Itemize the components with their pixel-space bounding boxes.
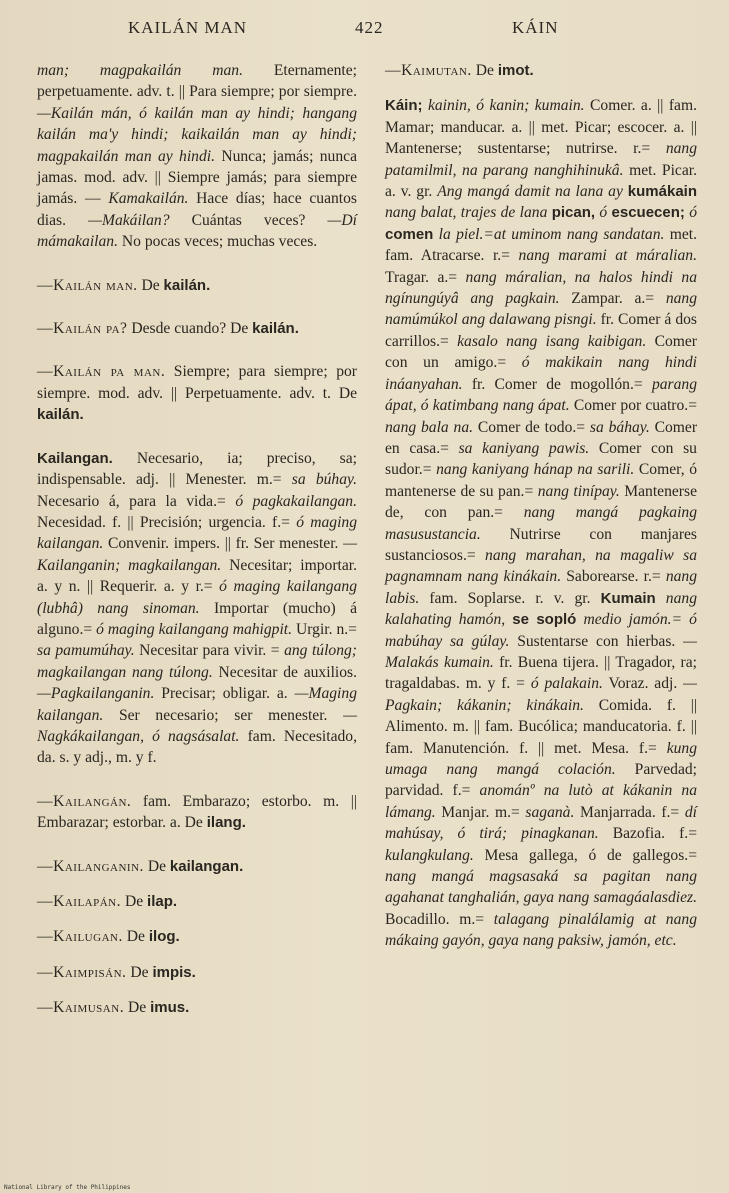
entry-kailanganin: —Kailanganin. De kailangan. bbox=[37, 857, 244, 875]
entry-kailapan: —Kailapán. De ilap. bbox=[37, 893, 178, 910]
entry-kaimutan: —Kaimutan. De imot. bbox=[385, 62, 534, 79]
entry-kailan-man: —Kailán man. De kailán. bbox=[37, 276, 211, 294]
entry-kailan-man-continued: man; magpakailán man. Eternamente; perpetuamente. adv. t. || Para siempre; por siempre. —Kailán mán, ó kailán man ay hindi; hangang kailán ma'y hindi; kaikailán man ay hindi; magpakailán man ay hindi. Nunca; jamás; nunca jamas. mod. adv. || Siempre jamás; para siempre jamás. — Kamakailán. Hace días; hace cuantos dias. —Makáilan? Cuántas veces? —Dí mámakailan. No pocas veces; muchas veces. bbox=[37, 62, 357, 251]
page-number: 422 bbox=[355, 18, 384, 37]
entry-kailan-pa: —Kailán pa? Desde cuando? De kailán. bbox=[37, 320, 299, 338]
library-credit: National Library of the Philippines bbox=[4, 1184, 131, 1191]
header-left-guide-word: KAILÁN MAN bbox=[128, 18, 248, 37]
entry-kaimusan: —Kaimusan. De imus. bbox=[37, 999, 190, 1017]
right-column bbox=[385, 60, 697, 952]
entry-kailangan: Kailangan. Necesario, ia; preciso, sa; indispensable. adj. || Menester. m.= sa búhay. Necesario á, para la vida.= ó pagkakailangan. Necesidad. f. || Precisión; urgencia. f.= ó maging kailangan. Convenir. impers. || fr. Ser menester. —Kailanganin; magkailangan. Necesitar; importar. a. y n. || Requerir. a. y r.= ó maging kailangang (lubhâ) nang sinoman. Importar (mucho) á alguno.= ó maging kailangang mahigpit. Urgir. n.= sa pamumúhay. Necesitar para vivir. = ang túlong; magkailangan nang túlong. Necesitar de auxilios. —Pagkailanganin. Precisar; obligar. a. —Maging kailangan. Ser necesario; ser menester. —Nagkákailangan, ó nagsásalat. fam. Necesitado, da. s. y adj., m. y f. bbox=[37, 449, 358, 767]
page-header bbox=[0, 18, 729, 46]
entry-kailan-pa-man: —Kailán pa man. Siempre; para siempre; por siempre. mod. adv. || Perpetuamente. adv. t. De kailán. bbox=[37, 363, 357, 424]
entry-kailugan: —Kailugan. De ilog. bbox=[37, 928, 180, 946]
entry-kaimpisan: —Kaimpisán. De impis. bbox=[37, 963, 196, 981]
entry-kain: Káin; kainin, ó kanin; kumain. Comer. a. || fam. Mamar; manducar. a. || met. Picar; escocer. a. || Mantenerse; sustentarse; nutrirse. r.= nang patamilmil, na parang nanghihinukâ. met. Picar. a. v. gr. Ang mangá damit na lana ay kumákain nang balat, trajes de lana pican, ó escuecen; ó comen la piel.=at uminom nang sandatan. met. fam. Atracarse. r.= nang marami at máralian. Tragar. a.= nang máralian, na halos hindi na ngínungúyâ ang pagkain. Zampar. a.= nang namúmúkol ang dalawang pisngi. fr. Comer á dos carrillos.= kasalo nang isang kaibigan. Comer con un amigo.= ó makikain nang hindi ináanyahan. fr. Comer de mogollón.= parang ápat, ó katimbang nang ápat. Comer por cuatro.= nang bala na. Comer de todo.= sa báhay. Comer en casa.= sa kaniyang pawis. Comer con su sudor.= nang kaniyang hánap na sarili. Comer, ó mantenerse de su pan.= nang tinípay. Mantenerse de, con pan.= nang mangá pagkaing masusustancia. Nutrirse con manjares sustanciosos.= nang marahan, na magaliw sa pagnamnam nang kinákain. Saborearse. r.= nang labis. fam. Soplarse. r. v. gr. Kumain nang kalahating hamón, se sopló medio jamón.= ó mabúhay sa gúlay. Sustentarse con hierbas. —Malakás kumain. fr. Buena tijera. || Tragador, ra; tragaldabas. m. y f. = ó palakain. Voraz. adj. —Pagkain; kákanin; kinákain. Comida. f. || Alimento. m. || fam. Bucólica; manducatoria. f. || fam. Manutención. f. || met. Mesa. f.= kung umaga nang mangá colación. Parvedad; parvidad. f.= anománº na lutò at kákanin na lámang. Manjar. m.= saganà. Manjarrada. f.= dí mahúsay, ó tirá; pinagkanan. Bazofia. f.= kulangkulang. Mesa gallega, ó de gallegos.= nang mangá magsasaká sa pagitan nang agahanat tanghalián, gaya nang samagáalasdiez. Bocadillo. m.= talagang pinalálamig at nang mákaing gayón, gaya nang paksiw, jamón, etc. bbox=[385, 97, 698, 950]
entry-kailangan-ilang: —Kailangán. fam. Embarazo; estorbo. m. || Embarazar; estorbar. a. De ilang. bbox=[37, 792, 357, 832]
left-column bbox=[37, 60, 357, 1019]
header-right-guide-word: KÁIN bbox=[512, 18, 559, 37]
